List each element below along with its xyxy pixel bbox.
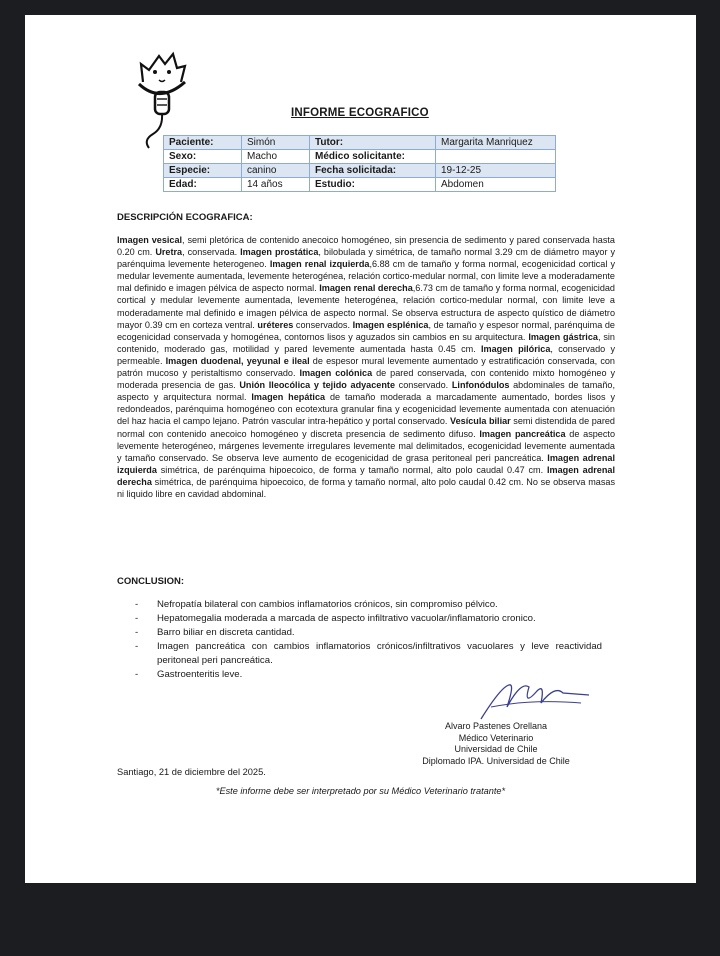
list-item: - Barro biliar en discreta cantidad.	[135, 626, 602, 640]
report-date: Santiago, 21 de diciembre del 2025.	[117, 767, 266, 777]
signer-role: Médico Veterinario	[458, 732, 534, 743]
description-text: simétrica, de parénquima hipoecoico, de forma y tamaño normal, alto polo caudal 0.47 cm.	[156, 464, 547, 475]
label-especie: Especie:	[164, 164, 242, 178]
description-text: de espesor mural levemente aumentado y estratificación conservada, con patrón mucoso y peristaltismo conservado.	[117, 355, 615, 379]
description-term: Unión Ileocólica y tejido adyacente	[239, 380, 395, 391]
description-text: conservados.	[293, 319, 353, 330]
description-text: de aspecto levemente heterogéneo, márgenes levemente irregulares levemente mal delimitados, ecogenicidad levemente aumentada y tamaño conservado. Se observa leve aumento de ecogenicidad de grasa peritoneal peri pancreática.	[117, 428, 615, 463]
description-heading: DESCRIPCIÓN ECOGRAFICA:	[117, 212, 253, 223]
signer-name: Alvaro Pastenes Orellana	[444, 721, 548, 731]
description-text: de tamaño moderada a marcadamente aumentado, bordes lisos y redondeados, parénquima homogéneo con ecotextura granular fina y ecogenicidad levemente aumentada con atenuación del haz hacia el campo lejano. Patrón vascular intra-hepático y portal conservado.	[117, 392, 615, 427]
label-estudio: Estudio:	[310, 178, 436, 192]
value-especie: canino	[242, 164, 310, 178]
description-term: Imagen esplénica	[352, 319, 429, 330]
table-row	[164, 136, 556, 150]
description-text: , semi pletórica de contenido anecoico homogéneo, sin presencia de sedimento y pared conservada hasta 0.20 cm.	[117, 235, 615, 258]
description-term: Imagen pancreática	[479, 428, 566, 439]
label-edad: Edad:	[164, 178, 242, 192]
description-term: Imagen vesical	[117, 235, 183, 245]
list-item: - Imagen pancreática con cambios inflamatorios crónicos/infiltrativos vacuolares y leve reactividad peritoneal peri pancreática.	[135, 640, 602, 668]
table-row	[164, 178, 556, 192]
value-tutor: Margarita Manriquez	[436, 136, 556, 150]
value-paciente: Simón	[242, 136, 310, 150]
report-title: INFORME ECOGRAFICO	[291, 107, 429, 119]
label-medico-solicitante: Médico solicitante:	[310, 150, 436, 164]
description-term: Imagen hepática	[251, 392, 326, 403]
label-sexo: Sexo:	[164, 150, 242, 164]
description-text: , de tamaño y espesor normal, parénquima de ecogenicidad conservada y homogénea, contornos lisos y aguzados sin cambios en su arquitectura.	[117, 319, 615, 342]
description-body	[117, 234, 615, 500]
description-term: Imagen adrenal izquierda	[117, 452, 615, 475]
label-tutor: Tutor:	[310, 136, 436, 150]
description-term: Imagen gástrica	[528, 331, 598, 342]
handwritten-signature	[471, 677, 591, 727]
signer-diploma: Diplomado IPA. Universidad de Chile	[422, 755, 570, 766]
dog-ultrasound-logo	[125, 42, 195, 150]
signature-block	[421, 721, 571, 767]
label-fecha-solicitada: Fecha solicitada:	[310, 164, 436, 178]
report-page	[25, 15, 696, 883]
description-text: abdominales de tamaño, aspecto y arquitectura normal.	[117, 380, 615, 403]
description-term: Linfonódulos	[451, 380, 510, 391]
description-text: simétrica, de parénquima hipoecoico, de forma y tamaño normal, alto polo caudal 0.42 cm. No se observa masas ni liquido libre en cavidad abdominal.	[117, 476, 615, 499]
label-paciente: Paciente:	[164, 136, 242, 150]
list-item: - Nefropatía bilateral con cambios inflamatorios crónicos, sin compromiso pélvico.	[135, 598, 602, 612]
list-item: - Gastroenteritis leve.	[135, 668, 602, 682]
value-estudio: Abdomen	[436, 178, 556, 192]
conclusion-list	[135, 598, 602, 682]
description-text: ,6.73 cm de tamaño y forma normal, ecogenicidad cortical y medular levemente aumentada, levemente heterogénea, relación cortico-medular normal, con limite leve a moderadamente mal definido e imagen pélvica de aspecto normal. Se observa estructura de aspecto quístico de diámetro mayor 0.39 cm en corteza ventral.	[117, 283, 615, 330]
value-medico-solicitante	[436, 150, 556, 164]
description-term: Vesícula biliar	[450, 416, 511, 427]
footnote: *Este informe debe ser interpretado por su Médico Veterinario tratante*	[215, 786, 506, 796]
table-row	[164, 150, 556, 164]
description-term: uréteres	[257, 319, 294, 330]
value-edad: 14 años	[242, 178, 310, 192]
description-term: Imagen prostática	[240, 247, 319, 258]
value-sexo: Macho	[242, 150, 310, 164]
description-text: semi distendida de pared normal con contenido anecoico homogéneo y discreta presencia de sedimento difuso.	[117, 416, 615, 439]
description-text: , sin contenido, moderado gas, motilidad y pared levemente aumentada hasta 0.45 cm.	[117, 331, 615, 354]
description-term: Imagen renal izquierda	[269, 259, 370, 270]
description-text: , bilobulada y simétrica, de tamaño normal 3.29 cm de diámetro mayor y parénquima levemente heterogeneo.	[117, 247, 615, 270]
table-row	[164, 164, 556, 178]
description-text: de pared conservada, con contenido mixto homogéneo y moderada presencia de gas.	[117, 368, 615, 391]
description-text: , conservada.	[182, 247, 241, 258]
signer-university: Universidad de Chile	[454, 744, 538, 754]
description-term: Imagen pilórica	[481, 343, 551, 354]
value-fecha-solicitada: 19-12-25	[436, 164, 556, 178]
conclusion-heading: CONCLUSION:	[117, 576, 185, 587]
list-item: - Hepatomegalia moderada a marcada de aspecto infiltrativo vacuolar/inflamatorio cronico.	[135, 612, 602, 626]
description-term: Imagen colónica	[299, 368, 373, 379]
description-term: Imagen adrenal derecha	[117, 464, 615, 487]
description-text: , conservado y permeable.	[117, 343, 615, 366]
patient-info-table	[163, 135, 556, 192]
description-term: Imagen renal derecha	[319, 283, 413, 294]
description-term: Uretra	[155, 247, 183, 258]
description-text: ,6.88 cm de tamaño y forma normal, ecogenicidad cortical y medular levemente aumentada, levemente heterogénea, relación cortico-medular normal, con limite leve a moderadamente mal definido e imagen pélvica de aspecto normal.	[117, 259, 616, 294]
description-term: Imagen duodenal, yeyunal e ileal	[165, 355, 310, 366]
description-text: conservado.	[395, 380, 452, 391]
